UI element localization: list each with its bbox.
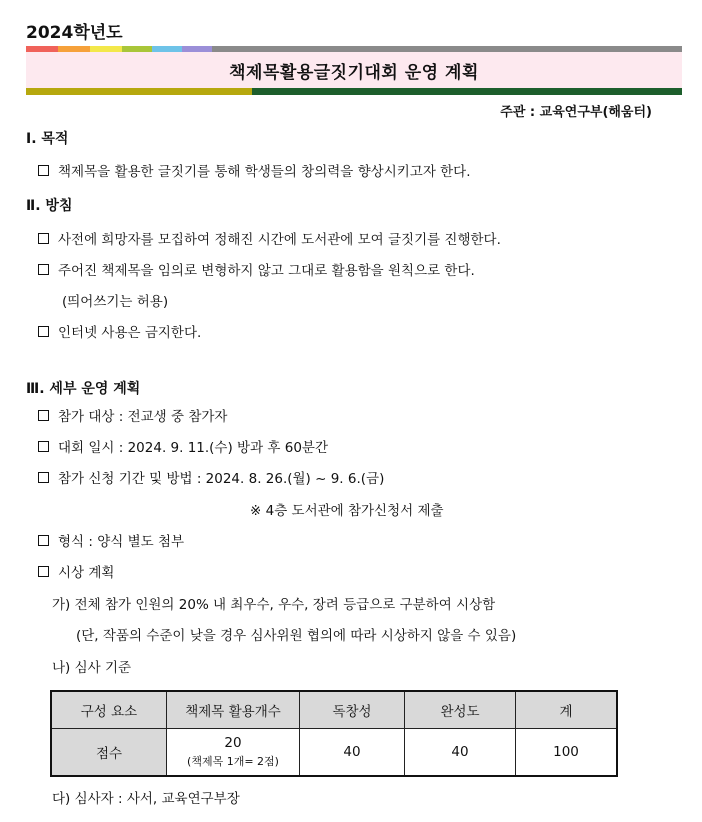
section-heading-policy: Ⅱ. 방침 — [26, 198, 73, 214]
checkbox-square-icon — [38, 326, 49, 337]
checkbox-square-icon — [38, 535, 49, 546]
list-item-text: 책제목을 활용한 글짓기를 통해 학생들의 창의력을 향상시키고자 한다. — [58, 164, 471, 180]
checkbox-square-icon — [38, 566, 49, 577]
checkbox-square-icon — [38, 441, 49, 452]
checkbox-square-icon — [38, 233, 49, 244]
list-item — [38, 561, 114, 581]
title-usage-value: 20 — [224, 735, 242, 751]
title-usage-cell — [167, 729, 300, 777]
originality-cell: 40 — [300, 729, 405, 777]
award-b: 나) 심사 기준 — [52, 660, 132, 676]
table-header-row — [51, 691, 617, 729]
list-item-text: 대회 일시 : 2024. 9. 11.(수) 방과 후 60분간 — [58, 440, 328, 456]
list-item — [38, 405, 227, 425]
table-row — [51, 729, 617, 777]
list-item-text: 사전에 희망자를 모집하여 정해진 시간에 도서관에 모여 글짓기를 진행한다. — [58, 232, 501, 248]
award-a-note: (단, 작품의 수준이 낮을 경우 심사위원 협의에 따라 시상하지 않을 수 있음) — [76, 628, 517, 644]
list-item — [38, 321, 201, 341]
table-header: 계 — [516, 691, 618, 729]
completeness-cell: 40 — [405, 729, 516, 777]
list-item — [38, 259, 475, 279]
checkbox-square-icon — [38, 472, 49, 483]
document-year: 2024학년도 — [26, 23, 123, 43]
title-usage-note: (책제목 1개= 2점) — [187, 755, 279, 768]
checkbox-square-icon — [38, 264, 49, 275]
section-heading-details: Ⅲ. 세부 운영 계획 — [26, 381, 141, 397]
submit-note: ※ 4층 도서관에 참가신청서 제출 — [250, 503, 444, 519]
list-item — [38, 160, 471, 180]
document-title: 책제목활용글짓기대회 운영 계획 — [26, 52, 682, 88]
total-cell: 100 — [516, 729, 618, 777]
list-item-text: 참가 신청 기간 및 방법 : 2024. 8. 26.(월) ~ 9. 6.(금) — [58, 471, 385, 487]
table-header: 구성 요소 — [51, 691, 167, 729]
score-table — [50, 690, 618, 777]
row-label: 점수 — [51, 729, 167, 777]
strip-segment — [26, 88, 252, 95]
strip-segment — [252, 88, 682, 95]
table-header: 완성도 — [405, 691, 516, 729]
list-item-text: 인터넷 사용은 금지한다. — [58, 325, 202, 341]
list-item-text: 형식 : 양식 별도 첨부 — [58, 534, 185, 550]
award-a: 가) 전체 참가 인원의 20% 내 최우수, 우수, 장려 등급으로 구분하여 시상함 — [52, 597, 496, 613]
list-item-text: 시상 계획 — [58, 565, 115, 581]
table-header: 책제목 활용개수 — [167, 691, 300, 729]
list-item — [38, 228, 501, 248]
list-item-text: 주어진 책제목을 임의로 변형하지 않고 그대로 활용함을 원칙으로 한다. — [58, 263, 475, 279]
organizer-label: 주관 : 교육연구부(해움터) — [500, 105, 652, 120]
checkbox-square-icon — [38, 165, 49, 176]
spacing-note: (띄어쓰기는 허용) — [62, 294, 169, 310]
list-item — [38, 467, 384, 487]
list-item — [38, 530, 184, 550]
list-item — [38, 436, 328, 456]
table-header: 독창성 — [300, 691, 405, 729]
checkbox-square-icon — [38, 410, 49, 421]
section-heading-purpose: Ⅰ. 목적 — [26, 131, 69, 147]
award-c: 다) 심사자 : 사서, 교육연구부장 — [52, 791, 240, 807]
bottom-color-strip — [26, 88, 682, 95]
list-item-text: 참가 대상 : 전교생 중 참가자 — [58, 409, 228, 425]
